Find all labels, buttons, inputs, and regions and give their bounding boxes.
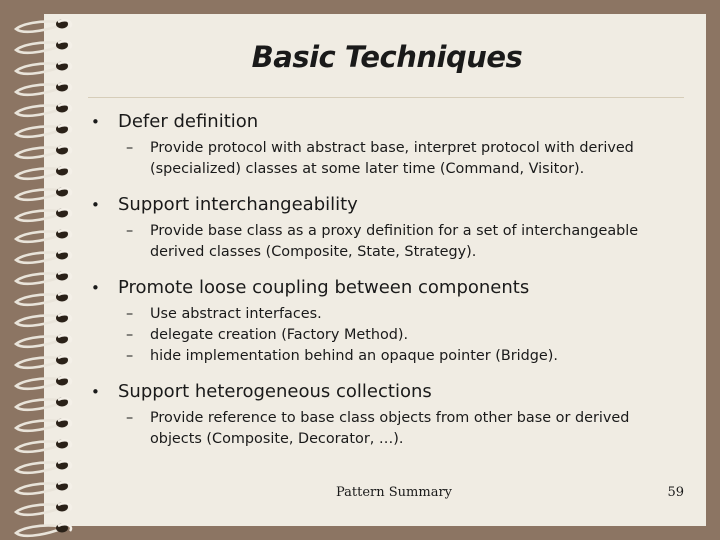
- sub-bullet-dash: –: [126, 306, 134, 322]
- spiral-ring: [16, 230, 71, 242]
- sub-bullet-item: [90, 325, 684, 346]
- spiral-ring: [16, 398, 71, 410]
- spiral-ring: [16, 356, 71, 368]
- spiral-ring: [16, 314, 71, 326]
- sub-bullet-text: hide implementation behind an opaque pointer (Bridge).: [150, 348, 558, 364]
- spiral-ring: [16, 419, 71, 431]
- sub-bullet-text: Provide reference to base class objects from other base or derived objects (Composite, Decorator, …).: [150, 410, 630, 447]
- sub-bullet-text: Provide protocol with abstract base, interpret protocol with derived (specialized) classes at some later time (Command, Visitor).: [150, 140, 634, 177]
- bullet-dot: •: [91, 279, 100, 297]
- sub-bullet-dash: –: [126, 140, 134, 156]
- bullet-text: Promote loose coupling between components: [118, 277, 530, 298]
- sub-bullet-item: [90, 138, 684, 180]
- sub-bullet-item: [90, 408, 684, 450]
- sub-bullet-text: Use abstract interfaces.: [150, 306, 322, 322]
- spiral-ring: [16, 482, 71, 494]
- bullet-text: Defer definition: [118, 111, 259, 132]
- spiral-ring: [16, 461, 71, 473]
- bullet-item: [90, 276, 684, 300]
- spiral-ring: [16, 167, 71, 179]
- spiral-ring: [16, 41, 71, 53]
- sub-bullet-dash: –: [126, 223, 134, 239]
- sub-bullet-dash: –: [126, 327, 134, 343]
- spiral-ring: [16, 293, 71, 305]
- spiral-ring: [16, 125, 71, 137]
- spiral-ring: [16, 440, 71, 452]
- spiral-ring: [16, 20, 71, 32]
- page-number: 59: [667, 485, 684, 500]
- bullet-group-1: [90, 110, 684, 180]
- sub-bullet-text: delegate creation (Factory Method).: [150, 327, 409, 343]
- slide-footer: Pattern Summary: [336, 485, 453, 500]
- spiral-ring: [16, 272, 71, 284]
- bullet-dot: •: [91, 113, 100, 131]
- sub-bullet-text: Provide base class as a proxy definition for a set of interchangeable derived classes (Composite, State, Strategy).: [150, 223, 639, 260]
- sub-bullet-item: [90, 221, 684, 263]
- sub-bullet-item: [90, 304, 684, 325]
- spiral-ring: [16, 188, 71, 200]
- sub-bullet-item: [90, 346, 684, 367]
- bullet-item: [90, 380, 684, 404]
- bullet-dot: •: [91, 196, 100, 214]
- spiral-ring: [16, 251, 71, 263]
- slide-content: [90, 110, 684, 463]
- bullet-group-4: [90, 380, 684, 450]
- spiral-ring: [16, 524, 71, 536]
- bullet-text: Support interchangeability: [118, 194, 358, 215]
- spiral-ring: [16, 335, 71, 347]
- spiral-ring: [16, 62, 71, 74]
- spiral-ring: [16, 83, 71, 95]
- sub-bullet-dash: –: [126, 348, 134, 364]
- bullet-item: [90, 193, 684, 217]
- bullet-text: Support heterogeneous collections: [118, 381, 432, 402]
- sub-bullet-dash: –: [126, 410, 134, 426]
- spiral-ring: [16, 209, 71, 221]
- spiral-ring: [16, 146, 71, 158]
- spiral-ring: [16, 104, 71, 116]
- bullet-group-3: [90, 276, 684, 367]
- bullet-group-2: [90, 193, 684, 263]
- bullet-item: [90, 110, 684, 134]
- spiral-ring: [16, 503, 71, 515]
- slide-title: Basic Techniques: [251, 40, 523, 74]
- spiral-ring: [16, 377, 71, 389]
- title-divider: [88, 97, 684, 98]
- spiral-binding: [0, 0, 90, 540]
- bullet-dot: •: [91, 383, 100, 401]
